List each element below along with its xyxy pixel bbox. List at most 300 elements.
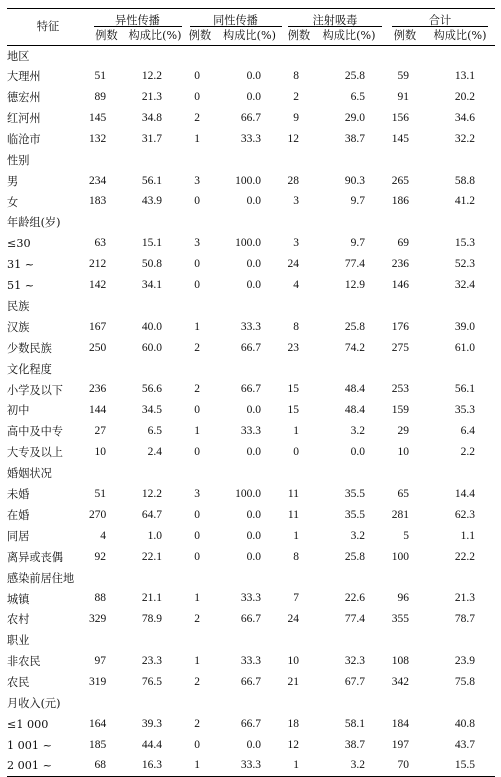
percent-cell: 21.1 <box>141 592 162 605</box>
percent-cell: 33.3 <box>240 320 261 333</box>
empty-cell <box>89 213 124 234</box>
row-label: 少数民族 <box>7 341 52 355</box>
percent-cell: 32.4 <box>454 278 475 291</box>
count-cell: 0 <box>194 70 200 83</box>
percent-cell: 78.9 <box>141 613 162 626</box>
empty-cell <box>124 359 186 380</box>
count-cell: 145 <box>391 132 409 145</box>
table-row <box>7 317 495 338</box>
row-label: 未婚 <box>7 488 30 502</box>
count-cell: 12 <box>287 132 299 145</box>
empty-cell <box>425 296 495 317</box>
percent-cell: 66.7 <box>240 341 261 354</box>
empty-cell <box>214 693 285 714</box>
category-label: 地区 <box>7 49 30 63</box>
count-cell: 212 <box>89 258 107 271</box>
group-header-injection-drug <box>285 9 385 28</box>
count-cell: 1 <box>194 425 200 438</box>
percent-cell: 43.9 <box>141 195 162 208</box>
count-cell: 197 <box>391 738 409 751</box>
table-body <box>7 46 495 777</box>
table-row <box>7 547 495 568</box>
count-cell: 24 <box>287 258 299 271</box>
percent-cell: 77.4 <box>344 258 365 271</box>
empty-cell <box>385 46 425 67</box>
row-label: 非农民 <box>7 655 41 669</box>
empty-cell <box>186 46 214 67</box>
percent-cell: 34.6 <box>454 111 475 124</box>
count-cell: 281 <box>391 508 409 521</box>
group-header-heterosexual <box>89 9 186 28</box>
col-count: 例数 <box>385 27 425 46</box>
table-row <box>7 338 495 359</box>
percent-cell: 0.0 <box>246 508 261 521</box>
empty-cell <box>214 630 285 651</box>
table-row <box>7 254 495 275</box>
empty-cell <box>425 463 495 484</box>
percent-cell: 25.8 <box>344 550 365 563</box>
count-cell: 18 <box>287 717 299 730</box>
count-cell: 265 <box>391 174 409 187</box>
count-cell: 59 <box>397 70 409 83</box>
category-row <box>7 463 495 484</box>
row-label: 1 001 ~ <box>7 738 52 752</box>
percent-cell: 0.0 <box>246 404 261 417</box>
percent-cell: 12.2 <box>141 70 162 83</box>
percent-cell: 16.3 <box>124 756 186 777</box>
percent-cell: 100.0 <box>235 487 261 500</box>
percent-cell: 34.1 <box>141 278 162 291</box>
count-cell: 15 <box>287 404 299 417</box>
table-row <box>7 442 495 463</box>
percent-cell: 3.2 <box>350 529 365 542</box>
count-cell: 186 <box>391 195 409 208</box>
table-row <box>7 66 495 87</box>
percent-cell: 56.6 <box>141 383 162 396</box>
percent-cell: 20.2 <box>454 90 475 103</box>
row-label: 离异或丧偶 <box>7 550 63 564</box>
percent-cell: 34.5 <box>141 404 162 417</box>
count-cell: 132 <box>89 132 107 145</box>
percent-cell: 21.3 <box>141 90 162 103</box>
data-table <box>7 8 495 777</box>
empty-cell <box>186 568 214 589</box>
empty-cell <box>425 150 495 171</box>
table-row <box>7 735 495 756</box>
count-cell: 51 <box>94 487 106 500</box>
percent-cell: 35.3 <box>454 404 475 417</box>
count-cell: 88 <box>94 592 106 605</box>
count-cell: 236 <box>89 383 107 396</box>
empty-cell <box>285 296 313 317</box>
percent-cell: 33.3 <box>240 655 261 668</box>
percent-cell: 33.3 <box>240 425 261 438</box>
count-cell: 250 <box>89 341 107 354</box>
count-cell: 70 <box>385 756 425 777</box>
count-cell: 69 <box>397 237 409 250</box>
percent-cell: 52.3 <box>454 258 475 271</box>
table-row <box>7 756 495 777</box>
count-cell: 5 <box>403 529 409 542</box>
percent-cell: 78.7 <box>454 613 475 626</box>
category-label: 文化程度 <box>7 362 52 376</box>
table-row <box>7 171 495 192</box>
percent-cell: 58.1 <box>344 717 365 730</box>
empty-cell <box>425 568 495 589</box>
count-cell: 176 <box>391 320 409 333</box>
count-cell: 9 <box>293 111 299 124</box>
category-label: 年龄组(岁) <box>7 216 61 230</box>
percent-cell: 22.1 <box>141 550 162 563</box>
percent-cell: 48.4 <box>344 383 365 396</box>
percent-cell: 75.8 <box>454 675 475 688</box>
empty-cell <box>89 630 124 651</box>
count-cell: 184 <box>391 717 409 730</box>
group-label: 注射吸毒 <box>288 15 382 27</box>
count-cell: 183 <box>89 195 107 208</box>
percent-cell: 66.7 <box>240 111 261 124</box>
percent-cell: 23.9 <box>454 655 475 668</box>
empty-cell <box>186 359 214 380</box>
empty-cell <box>214 568 285 589</box>
percent-cell: 9.7 <box>350 195 365 208</box>
table-row <box>7 234 495 255</box>
count-cell: 253 <box>391 383 409 396</box>
percent-cell: 31.7 <box>141 132 162 145</box>
percent-cell: 0.0 <box>246 446 261 459</box>
empty-cell <box>313 693 385 714</box>
category-label: 民族 <box>7 300 30 314</box>
category-label: 感染前居住地 <box>7 571 75 585</box>
count-cell: 3 <box>293 195 299 208</box>
percent-cell: 9.7 <box>350 237 365 250</box>
row-label: ≤30 <box>7 237 31 251</box>
percent-cell: 39.0 <box>454 320 475 333</box>
percent-cell: 21.3 <box>454 592 475 605</box>
empty-cell <box>285 463 313 484</box>
row-label: 女 <box>7 195 19 209</box>
empty-cell <box>124 150 186 171</box>
row-label: 2 001 ~ <box>7 756 89 777</box>
count-cell: 27 <box>94 425 106 438</box>
count-cell: 2 <box>194 383 200 396</box>
empty-cell <box>214 46 285 67</box>
empty-cell <box>214 296 285 317</box>
empty-cell <box>186 630 214 651</box>
percent-cell: 34.8 <box>141 111 162 124</box>
empty-cell <box>385 630 425 651</box>
empty-cell <box>285 693 313 714</box>
table-row <box>7 589 495 610</box>
empty-cell <box>186 693 214 714</box>
percent-cell: 29.0 <box>344 111 365 124</box>
group-header-total <box>385 9 495 28</box>
row-label: 高中及中专 <box>7 425 63 439</box>
count-cell: 97 <box>94 655 106 668</box>
empty-cell <box>214 213 285 234</box>
count-cell: 0 <box>194 258 200 271</box>
count-cell: 89 <box>94 90 106 103</box>
count-cell: 1 <box>194 592 200 605</box>
count-cell: 28 <box>287 174 299 187</box>
percent-cell: 0.0 <box>246 278 261 291</box>
row-label: 同居 <box>7 529 30 543</box>
empty-cell <box>89 693 124 714</box>
count-cell: 1 <box>194 320 200 333</box>
percent-cell: 56.1 <box>141 174 162 187</box>
empty-cell <box>385 359 425 380</box>
empty-cell <box>425 46 495 67</box>
count-cell: 15 <box>287 383 299 396</box>
row-label: 男 <box>7 174 19 188</box>
count-cell: 10 <box>397 446 409 459</box>
percent-cell: 33.3 <box>214 756 285 777</box>
col-pct: 构成比(%) <box>124 27 186 46</box>
group-label: 异性传播 <box>94 15 182 27</box>
percent-cell: 61.0 <box>454 341 475 354</box>
percent-cell: 22.6 <box>344 592 365 605</box>
col-pct: 构成比(%) <box>425 27 495 46</box>
count-cell: 319 <box>89 675 107 688</box>
percent-cell: 33.3 <box>240 592 261 605</box>
percent-cell: 64.7 <box>141 508 162 521</box>
row-label: 小学及以下 <box>7 383 63 397</box>
percent-cell: 60.0 <box>141 341 162 354</box>
percent-cell: 6.4 <box>460 425 475 438</box>
category-label: 职业 <box>7 634 30 648</box>
percent-cell: 1.1 <box>460 529 475 542</box>
percent-cell: 0.0 <box>246 738 261 751</box>
empty-cell <box>214 359 285 380</box>
percent-cell: 67.7 <box>344 675 365 688</box>
group-label: 同性传播 <box>190 15 282 27</box>
percent-cell: 6.5 <box>350 90 365 103</box>
count-cell: 0 <box>194 529 200 542</box>
table-row <box>7 108 495 129</box>
count-cell: 0 <box>194 550 200 563</box>
percent-cell: 66.7 <box>240 675 261 688</box>
empty-cell <box>425 213 495 234</box>
percent-cell: 15.1 <box>141 237 162 250</box>
percent-cell: 50.8 <box>141 258 162 271</box>
count-cell: 1 <box>285 756 313 777</box>
col-count: 例数 <box>89 27 124 46</box>
count-cell: 91 <box>397 90 409 103</box>
empty-cell <box>89 463 124 484</box>
category-row <box>7 46 495 67</box>
percent-cell: 6.5 <box>147 425 162 438</box>
percent-cell: 13.1 <box>454 70 475 83</box>
percent-cell: 74.2 <box>344 341 365 354</box>
percent-cell: 76.5 <box>141 675 162 688</box>
empty-cell <box>285 150 313 171</box>
percent-cell: 15.5 <box>425 756 495 777</box>
empty-cell <box>313 150 385 171</box>
category-row <box>7 630 495 651</box>
empty-cell <box>186 150 214 171</box>
percent-cell: 41.2 <box>454 195 475 208</box>
table-row <box>7 401 495 422</box>
percent-cell: 32.2 <box>454 132 475 145</box>
percent-cell: 0.0 <box>246 550 261 563</box>
empty-cell <box>385 463 425 484</box>
empty-cell <box>313 296 385 317</box>
row-label: ≤1 000 <box>7 717 49 731</box>
empty-cell <box>124 296 186 317</box>
percent-cell: 0.0 <box>246 70 261 83</box>
count-cell: 142 <box>89 278 107 291</box>
percent-cell: 66.7 <box>240 383 261 396</box>
table-row <box>7 526 495 547</box>
percent-cell: 15.3 <box>454 237 475 250</box>
empty-cell <box>425 630 495 651</box>
percent-cell: 44.4 <box>141 738 162 751</box>
count-cell: 11 <box>287 508 299 521</box>
count-cell: 0 <box>194 738 200 751</box>
count-cell: 144 <box>89 404 107 417</box>
empty-cell <box>313 46 385 67</box>
table-row <box>7 484 495 505</box>
empty-cell <box>313 213 385 234</box>
empty-cell <box>214 150 285 171</box>
count-cell: 24 <box>287 613 299 626</box>
col-pct: 构成比(%) <box>313 27 385 46</box>
percent-cell: 1.0 <box>147 529 162 542</box>
percent-cell: 66.7 <box>240 613 261 626</box>
percent-cell: 100.0 <box>235 174 261 187</box>
count-cell: 236 <box>391 258 409 271</box>
count-cell: 145 <box>89 111 107 124</box>
count-cell: 0 <box>194 278 200 291</box>
count-cell: 156 <box>391 111 409 124</box>
count-cell: 29 <box>397 425 409 438</box>
count-cell: 2 <box>194 675 200 688</box>
category-row <box>7 693 495 714</box>
count-cell: 275 <box>391 341 409 354</box>
empty-cell <box>285 213 313 234</box>
table-row <box>7 129 495 150</box>
percent-cell: 48.4 <box>344 404 365 417</box>
count-cell: 159 <box>391 404 409 417</box>
table-row <box>7 380 495 401</box>
count-cell: 7 <box>293 592 299 605</box>
row-label: 临沧市 <box>7 132 41 146</box>
empty-cell <box>89 46 124 67</box>
count-cell: 270 <box>89 508 107 521</box>
percent-cell: 3.2 <box>313 756 385 777</box>
count-cell: 1 <box>194 132 200 145</box>
row-label: 初中 <box>7 404 30 418</box>
empty-cell <box>186 463 214 484</box>
count-cell: 8 <box>293 320 299 333</box>
percent-cell: 23.3 <box>141 655 162 668</box>
percent-cell: 2.2 <box>460 446 475 459</box>
group-label: 合计 <box>392 15 488 27</box>
category-row <box>7 213 495 234</box>
empty-cell <box>89 150 124 171</box>
percent-cell: 35.5 <box>344 508 365 521</box>
category-row <box>7 296 495 317</box>
table-row <box>7 651 495 672</box>
percent-cell: 0.0 <box>246 90 261 103</box>
empty-cell <box>124 463 186 484</box>
percent-cell: 39.3 <box>141 717 162 730</box>
row-label: 农民 <box>7 676 30 690</box>
percent-cell: 0.0 <box>246 529 261 542</box>
count-cell: 8 <box>293 550 299 563</box>
count-cell: 3 <box>194 487 200 500</box>
col-count: 例数 <box>186 27 214 46</box>
count-cell: 4 <box>293 278 299 291</box>
count-cell: 8 <box>293 70 299 83</box>
count-cell: 342 <box>391 675 409 688</box>
count-cell: 21 <box>287 675 299 688</box>
feature-header: 特征 <box>7 9 89 46</box>
count-cell: 329 <box>89 613 107 626</box>
row-label: 大专及以上 <box>7 446 63 460</box>
percent-cell: 35.5 <box>344 487 365 500</box>
percent-cell: 58.8 <box>454 174 475 187</box>
category-row <box>7 150 495 171</box>
empty-cell <box>124 46 186 67</box>
table-row <box>7 610 495 631</box>
count-cell: 96 <box>397 592 409 605</box>
table-row <box>7 87 495 108</box>
col-pct: 构成比(%) <box>214 27 285 46</box>
empty-cell <box>285 46 313 67</box>
count-cell: 1 <box>186 756 214 777</box>
count-cell: 185 <box>89 738 107 751</box>
count-cell: 3 <box>293 237 299 250</box>
count-cell: 1 <box>293 425 299 438</box>
percent-cell: 40.0 <box>141 320 162 333</box>
category-label: 月收入(元) <box>7 696 61 710</box>
empty-cell <box>385 568 425 589</box>
empty-cell <box>313 359 385 380</box>
count-cell: 2 <box>194 717 200 730</box>
count-cell: 10 <box>94 446 106 459</box>
category-label: 婚姻状况 <box>7 467 52 481</box>
count-cell: 65 <box>397 487 409 500</box>
count-cell: 2 <box>194 613 200 626</box>
count-cell: 1 <box>194 655 200 668</box>
empty-cell <box>124 568 186 589</box>
count-cell: 355 <box>391 613 409 626</box>
percent-cell: 2.4 <box>147 446 162 459</box>
percent-cell: 3.2 <box>350 425 365 438</box>
percent-cell: 77.4 <box>344 613 365 626</box>
empty-cell <box>313 630 385 651</box>
count-cell: 1 <box>293 529 299 542</box>
percent-cell: 12.2 <box>141 487 162 500</box>
percent-cell: 0.0 <box>246 258 261 271</box>
empty-cell <box>124 693 186 714</box>
count-cell: 146 <box>391 278 409 291</box>
count-cell: 68 <box>89 756 124 777</box>
empty-cell <box>425 359 495 380</box>
percent-cell: 12.9 <box>344 278 365 291</box>
empty-cell <box>385 296 425 317</box>
count-cell: 12 <box>287 738 299 751</box>
empty-cell <box>214 463 285 484</box>
count-cell: 234 <box>89 174 107 187</box>
empty-cell <box>186 213 214 234</box>
empty-cell <box>124 213 186 234</box>
col-count: 例数 <box>285 27 313 46</box>
count-cell: 0 <box>194 90 200 103</box>
percent-cell: 66.7 <box>240 717 261 730</box>
count-cell: 100 <box>391 550 409 563</box>
